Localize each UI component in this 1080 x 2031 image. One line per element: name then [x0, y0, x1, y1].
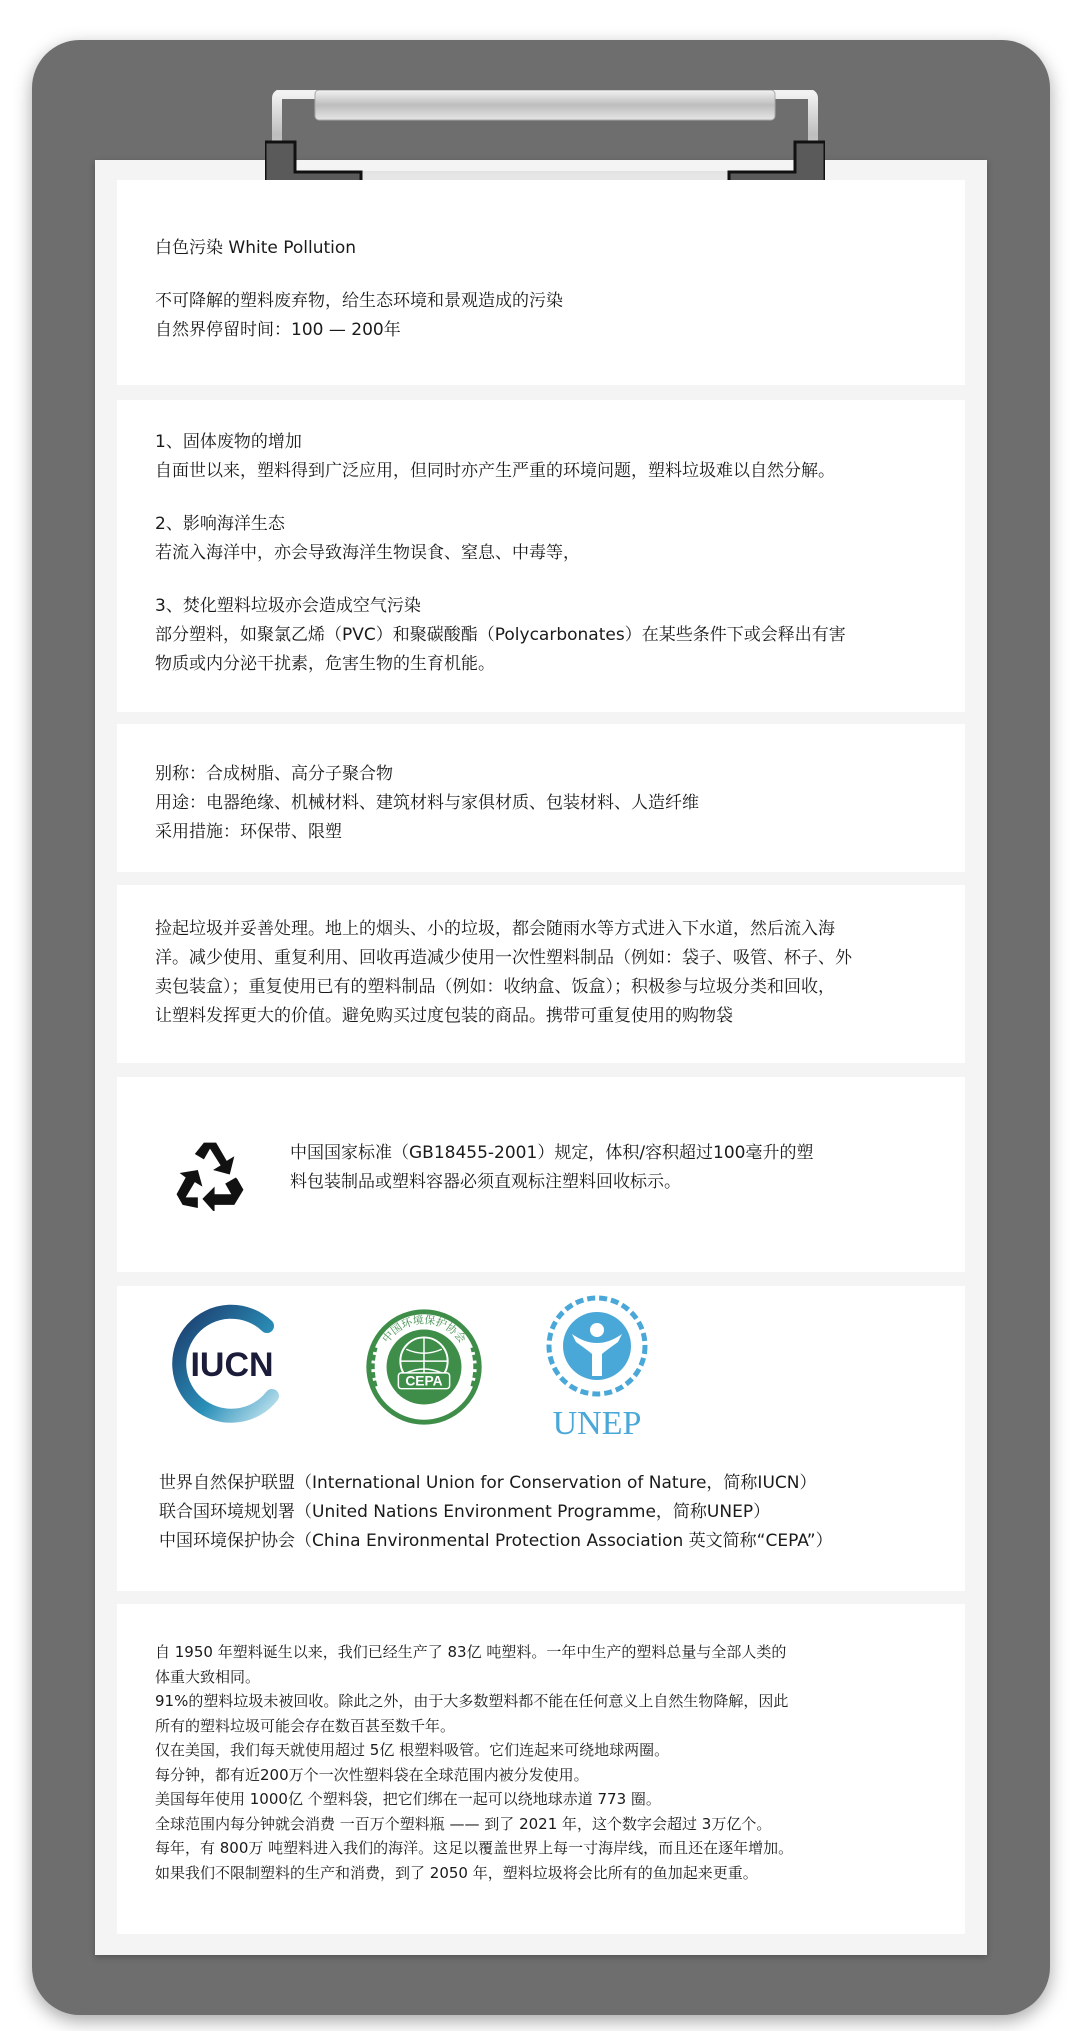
hazard-text: 自面世以来，塑料得到广泛应用，但同时亦产生严重的环境问题，塑料垃圾难以自然分解。 — [155, 461, 835, 481]
svg-text:中国环境保护协会: 中国环境保护协会 — [379, 1313, 469, 1346]
text-line: 让塑料发挥更大的价值。避免购买过度包装的商品。携带可重复使用的购物袋 — [155, 1006, 733, 1026]
svg-text:IUCN: IUCN — [190, 1346, 274, 1384]
cepa-logo-icon — [355, 1298, 493, 1436]
iucn-logo-icon — [172, 1304, 292, 1424]
svg-text:CEPA: CEPA — [405, 1373, 443, 1389]
hazard-text: 物质或内分泌干扰素，危害生物的生育机能。 — [155, 654, 495, 674]
text-line: 中国国家标准（GB18455-2001）规定，体积/容积超过100毫升的塑 — [290, 1143, 814, 1163]
recycling-standard-card — [117, 1077, 965, 1272]
hazards-card — [117, 400, 965, 712]
fact-line: 自 1950 年塑料诞生以来，我们已经生产了 83亿 吨塑料。一年中生产的塑料总量与全部人类的 — [155, 1643, 787, 1661]
facts-card — [117, 1604, 965, 1934]
text-line: 采用措施：环保带、限塑 — [155, 822, 342, 842]
text-line: 自然界停留时间：100 — 200年 — [155, 320, 401, 340]
text-line: 不可降解的塑料废弃物，给生态环境和景观造成的污染 — [155, 291, 563, 311]
fact-line: 每年，有 800万 吨塑料进入我们的海洋。这足以覆盖世界上每一寸海岸线，而且还在逐年增加。 — [155, 1839, 794, 1857]
text-line: 捡起垃圾并妥善处理。地上的烟头、小的垃圾，都会随雨水等方式进入下水道，然后流入海 — [155, 919, 835, 939]
text-line: 料包装制品或塑料容器必须直观标注塑料回收标示。 — [290, 1172, 681, 1192]
text-line: 卖包装盒）；重复使用已有的塑料制品（例如：收纳盒、饭盒）；积极参与垃圾分类和回收， — [155, 977, 835, 997]
fact-line: 仅在美国，我们每天就使用超过 5亿 根塑料吸管。它们连起来可绕地球两圈。 — [155, 1741, 670, 1759]
text-line: 别称：合成树脂、高分子聚合物 — [155, 764, 393, 784]
org-line: 中国环境保护协会（China Environmental Protection Association 英文简称“CEPA”） — [159, 1531, 833, 1551]
fact-line: 美国每年使用 1000亿 个塑料袋，把它们绑在一起可以绕地球赤道 773 圈。 — [155, 1790, 661, 1808]
unep-logo-icon — [532, 1294, 662, 1442]
hazard-text: 部分塑料，如聚氯乙烯（PVC）和聚碳酸酯（Polycarbonates）在某些条件下或会释出有害 — [155, 625, 846, 645]
hazard-heading: 3、焚化塑料垃圾亦会造成空气污染 — [155, 596, 421, 616]
fact-line: 所有的塑料垃圾可能会存在数百甚至数千年。 — [155, 1716, 456, 1735]
hazard-heading: 2、影响海洋生态 — [155, 514, 285, 534]
svg-text:UNEP: UNEP — [552, 1405, 642, 1442]
recycle-icon — [172, 1135, 248, 1211]
hazard-text: 若流入海洋中，亦会导致海洋生物误食、窒息、中毒等， — [155, 543, 580, 563]
fact-line: 全球范围内每分钟就会消费 一百万个塑料瓶 —— 到了 2021 年，这个数字会超过 3万亿个。 — [155, 1814, 772, 1833]
plastic-info-card — [117, 724, 965, 872]
fact-line: 如果我们不限制塑料的生产和消费，到了 2050 年，塑料垃圾将会比所有的鱼加起来更重。 — [155, 1863, 758, 1882]
text-line: 洋。减少使用、重复利用、回收再造减少使用一次性塑料制品（例如：袋子、吸管、杯子、外 — [155, 948, 852, 968]
org-line: 世界自然保护联盟（International Union for Conservation of Nature，简称IUCN） — [159, 1473, 817, 1493]
intro-card — [117, 180, 965, 385]
actions-card — [117, 885, 965, 1063]
fact-line: 91%的塑料垃圾未被回收。除此之外，由于大多数塑料都不能在任何意义上自然生物降解，因此 — [155, 1692, 789, 1710]
fact-line: 体重大致相同。 — [155, 1667, 261, 1686]
organizations-card — [117, 1286, 965, 1591]
hazard-heading: 1、固体废物的增加 — [155, 432, 302, 452]
org-line: 联合国环境规划署（United Nations Environment Programme，简称UNEP） — [159, 1502, 771, 1522]
text-line: 用途：电器绝缘、机械材料、建筑材料与家俱材质、包装材料、人造纤维 — [155, 793, 699, 813]
fact-line: 每分钟，都有近200万个一次性塑料袋在全球范围内被分发使用。 — [155, 1765, 589, 1784]
section-title: 白色污染 White Pollution — [155, 238, 357, 258]
